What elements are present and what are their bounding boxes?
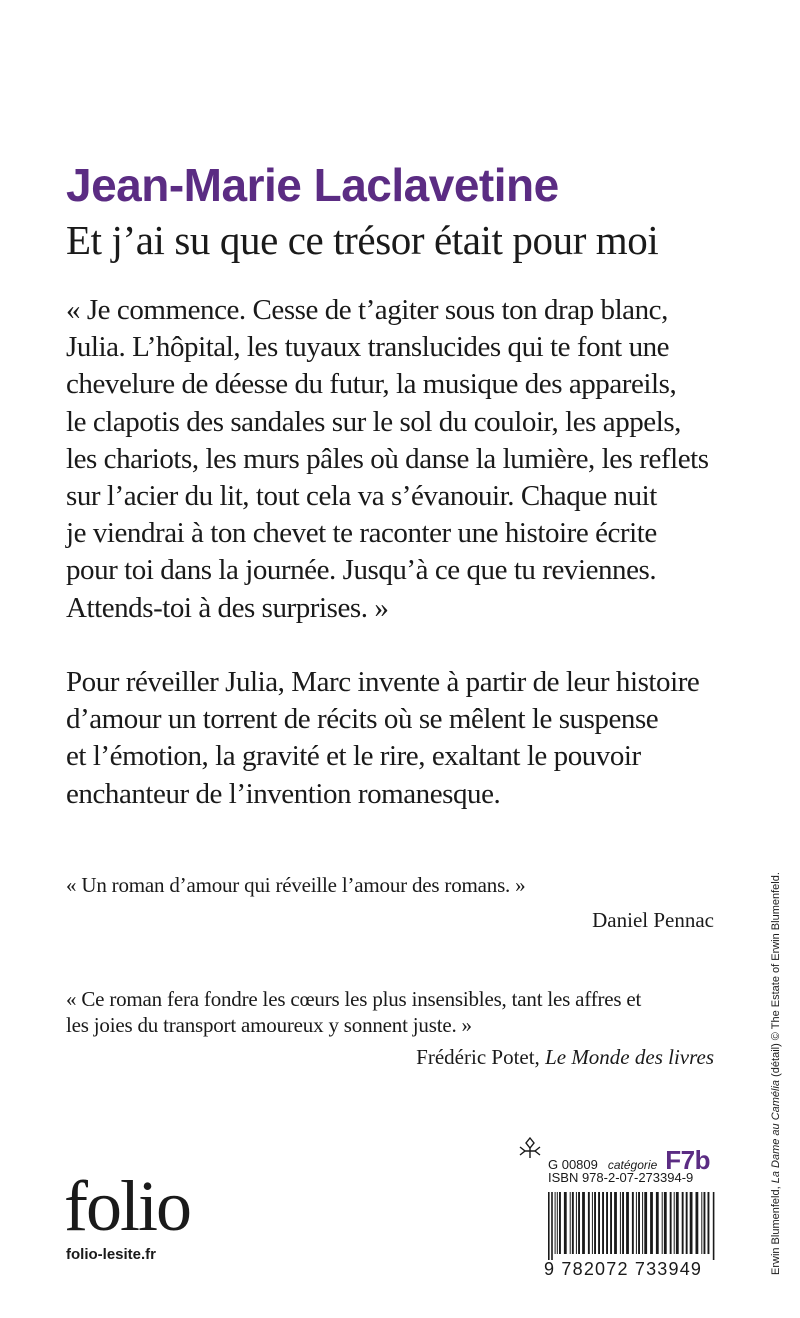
barcode-bar (632, 1192, 634, 1254)
barcode-bar (610, 1192, 612, 1254)
barcode-bar (664, 1192, 667, 1254)
barcode-bar (708, 1192, 710, 1254)
synopsis-line: Pour réveiller Julia, Marc invente à partir de leur histoire (66, 666, 700, 698)
barcode-bar (602, 1192, 604, 1254)
barcode-digits: 9 782072 733949 (544, 1259, 703, 1279)
quote-potet-author: Frédéric Potet, (416, 1045, 546, 1069)
barcode-bar (548, 1192, 550, 1260)
folio-logo: folio (64, 1166, 190, 1246)
barcode-bar (578, 1192, 580, 1254)
barcode-bar (598, 1192, 600, 1254)
credit-work: La Dame au Camélia (770, 1079, 782, 1184)
synopsis-paragraph-2 (66, 664, 716, 813)
category-label: catégorie (607, 1158, 658, 1172)
synopsis-line: je viendrai à ton chevet te raconter une histoire écrite (66, 517, 657, 550)
credit-rights: (détail) © The Estate of Erwin Blumenfeld. (770, 872, 782, 1080)
barcode-bar (670, 1192, 672, 1254)
isbn-text: ISBN 978-2-07-273394-9 (548, 1170, 694, 1185)
synopsis-line: Attends-toi à des surprises. » (66, 591, 389, 624)
barcode-bar (606, 1192, 608, 1254)
synopsis-line: et l’émotion, la gravité et le rire, exaltant le pouvoir (66, 740, 641, 773)
barcode-bar (638, 1192, 640, 1254)
barcode-bar (656, 1192, 659, 1254)
category-code: F7b (665, 1145, 710, 1175)
barcode-bar (594, 1192, 596, 1254)
barcode-bar (636, 1192, 637, 1254)
quote-potet-attribution (416, 1044, 714, 1070)
barcode-bar (682, 1192, 684, 1254)
barcode-bar (614, 1192, 617, 1254)
author-name: Jean-Marie Laclavetine (66, 159, 559, 211)
reference-code: G 00809 (548, 1157, 598, 1172)
synopsis-line: « Je commence. Cesse de t’agiter sous ton drap blanc, (66, 294, 668, 326)
book-title: Et j’ai su que ce trésor était pour moi (66, 217, 659, 263)
synopsis-line: sur l’acier du lit, tout cela va s’évanouir. Chaque nuit (66, 480, 657, 513)
barcode-bar (557, 1192, 558, 1254)
quote-pennac-author: Daniel Pennac (592, 908, 714, 932)
cover-credit (770, 872, 782, 1275)
barcode-bar (576, 1192, 577, 1254)
barcode-bar (592, 1192, 593, 1254)
barcode-bar (551, 1192, 553, 1260)
barcode-bar (642, 1192, 643, 1254)
barcode-bar (713, 1192, 715, 1260)
barcode-bar (626, 1192, 629, 1254)
quote-pennac-text: « Un roman d’amour qui réveille l’amour des romans. » (66, 873, 526, 897)
barcode-bar (676, 1192, 679, 1254)
barcode-bar (582, 1192, 585, 1254)
barcode-bar (555, 1192, 556, 1254)
barcode-bar (650, 1192, 653, 1254)
publisher-website[interactable]: folio-lesite.fr (66, 1246, 157, 1263)
barcode-bar (570, 1192, 571, 1254)
synopsis-line: d’amour un torrent de récits où se mêlent le suspense (66, 703, 659, 736)
synopsis-line: chevelure de déesse du futur, la musique des appareils, (66, 368, 677, 401)
barcode-bar (564, 1192, 567, 1254)
barcode-bar (588, 1192, 590, 1254)
barcode-bar (690, 1192, 693, 1254)
barcode-bar (662, 1192, 663, 1254)
quote-potet-line-1: « Ce roman fera fondre les cœurs les plus insensibles, tant les affres et (66, 987, 642, 1011)
synopsis-line: Julia. L’hôpital, les tuyaux translucides qui te font une (66, 331, 670, 364)
synopsis-line: pour toi dans la journée. Jusqu’à ce que tu reviennes. (66, 554, 657, 587)
barcode-bar (674, 1192, 675, 1254)
synopsis-line: les chariots, les murs pâles où danse la lumière, les reflets (66, 442, 709, 475)
barcode-bar (686, 1192, 688, 1254)
barcode-bar (572, 1192, 574, 1254)
synopsis-paragraph-1 (66, 292, 716, 627)
credit-photographer: Erwin Blumenfeld, (770, 1183, 782, 1275)
barcode-bar (696, 1192, 699, 1254)
barcode-bar (620, 1192, 621, 1254)
barcode-bar (644, 1192, 647, 1254)
barcode-bar (559, 1192, 561, 1254)
barcode-bar (704, 1192, 706, 1254)
publisher-symbol-icon (518, 1137, 542, 1159)
barcode-bar (701, 1192, 702, 1254)
synopsis-line: enchanteur de l’invention romanesque. (66, 777, 501, 810)
quote-potet-line-2: les joies du transport amoureux y sonnent juste. » (66, 1013, 472, 1037)
synopsis-line: le clapotis des sandales sur le sol du couloir, les appels, (66, 405, 681, 438)
barcode (548, 1192, 718, 1260)
quote-potet-source: Le Monde des livres (545, 1045, 714, 1069)
barcode-bar (622, 1192, 624, 1254)
